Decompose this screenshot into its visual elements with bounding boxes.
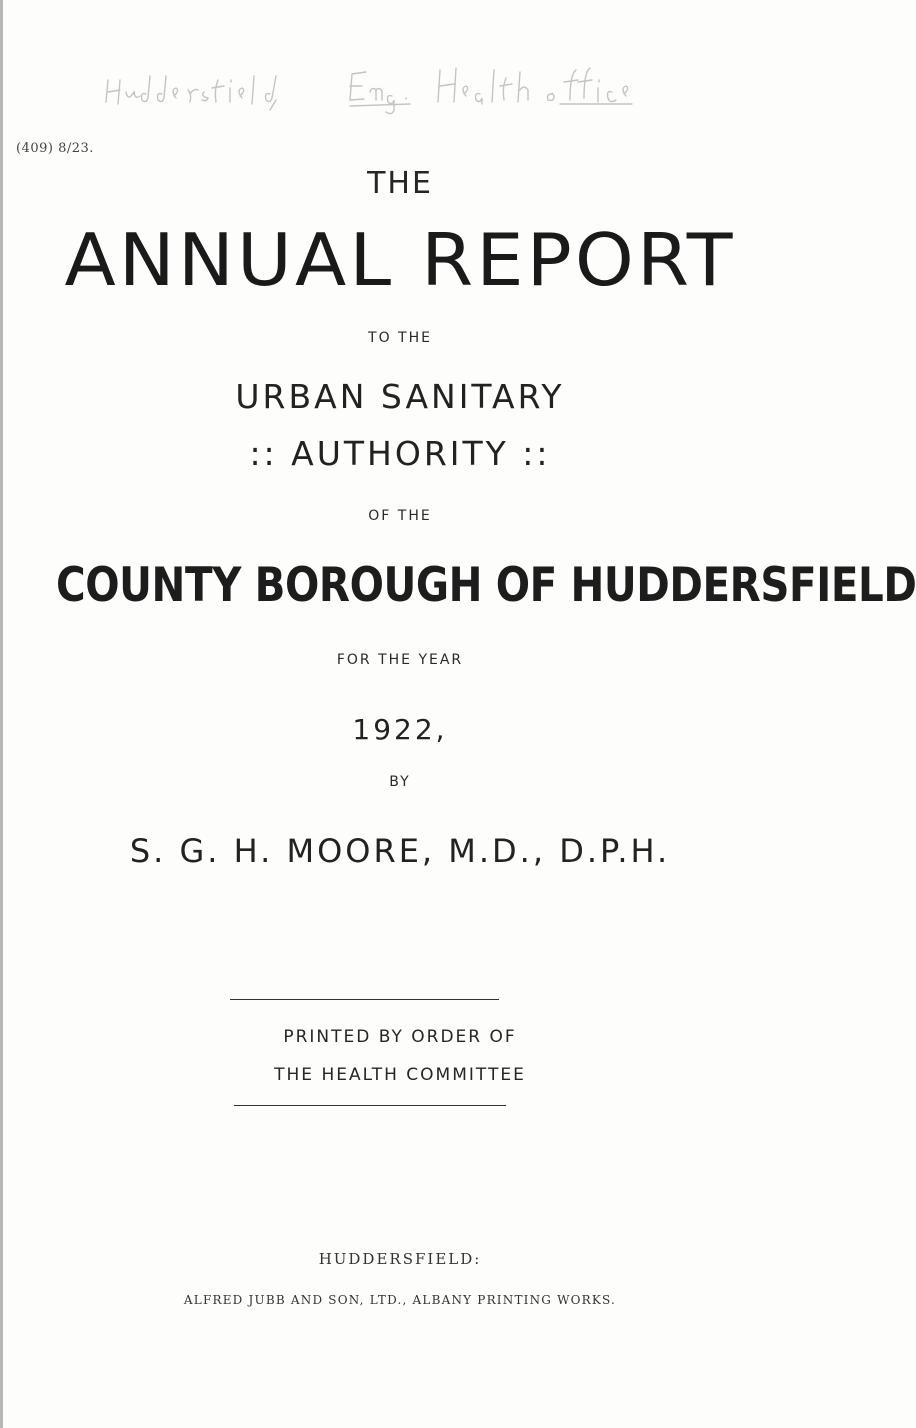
page-title: ANNUAL REPORT — [64, 218, 736, 302]
handwritten-note — [100, 40, 660, 120]
title-the: THE — [367, 166, 433, 201]
publisher-city: HUDDERSFIELD: — [318, 1250, 482, 1268]
title-urban-sanitary: URBAN SANITARY — [235, 377, 565, 416]
catalog-mark: (409) 8/23. — [16, 141, 94, 156]
title-for-the-year: FOR THE YEAR — [336, 652, 464, 668]
imprint-line-2: THE HEALTH COMMITTEE — [274, 1065, 526, 1085]
title-author: S. G. H. MOORE, M.D., D.P.H. — [129, 832, 671, 870]
divider-top — [230, 999, 499, 1000]
title-county-borough: COUNTY BOROUGH OF HUDDERSFIELD — [56, 558, 916, 613]
title-of-the: OF THE — [368, 508, 432, 524]
imprint-line-1: PRINTED BY ORDER OF — [283, 1027, 517, 1047]
divider-bottom — [234, 1105, 506, 1106]
title-by: BY — [389, 774, 411, 790]
publisher-printer: ALFRED JUBB AND SON, LTD., ALBANY PRINTING WORKS. — [183, 1293, 617, 1307]
title-to-the: TO THE — [368, 330, 432, 346]
title-year: 1922, — [352, 713, 448, 746]
title-authority: :: AUTHORITY :: — [249, 434, 551, 473]
